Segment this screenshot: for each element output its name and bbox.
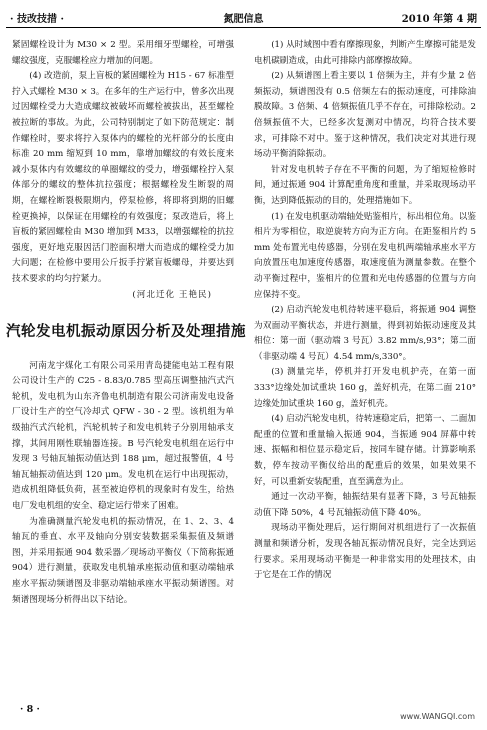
issue-label: 2010 年第 4 期: [401, 14, 477, 25]
page-header: [6, 6, 481, 28]
paragraph: (4) 启动汽轮发电机，待转速稳定后，把第一、二面加配重的位置和重量输入振通 904，当振通 904 屏幕中转速、振幅和相位显示稳定后，按同车键存储。计算影响系数，停车按动平衡仪给出的配重后的效果，如果效果不好，可以重新安装配重，直至满意为止。: [254, 414, 476, 487]
paragraph: (1) 在发电机驱动端轴处贴鉴相片，标出相位角。以鉴相片为零相位，取逆旋转方向为正方向。在距鉴相片约 5 mm 处布置光电传感器，分别在发电机两端轴承座水平方向放置压电加速度传感器，取速度值为测量参数。在整个动平衡过程中，鉴相片的位置和光电传感器的位置与方向应保持不变。: [254, 211, 476, 300]
section-label: · 技改技措 ·: [10, 14, 64, 25]
article-title: 汽轮发电机振动原因分析及处理措施: [6, 324, 246, 341]
paragraph: (3) 测量完毕，停机并打开发电机护壳，在第一面 333°边缘处加试重块 160 g，盖好机壳，在第二面 210°边缘处加试重块 160 g，盖好机壳。: [254, 367, 476, 409]
paragraph: 通过一次动平衡，轴振结果有显著下降，3 号瓦轴振动值下降 50%，4 号瓦轴振动值下降 40%。: [254, 492, 476, 518]
paragraph: (1) 从时域图中看有摩擦现象，判断产生摩擦可能是发电机碳刷造成，由此可排除内部摩擦故障。: [254, 40, 476, 66]
paragraph: 河南龙宇煤化工有限公司采用青岛捷能电站工程有限公司设计生产的 C25 - 8.83/0.785 型高压调整抽汽式汽轮机，发电机为山东齐鲁电机制造有限公司济南发电设备厂设计生产的空气冷却式 QFW - 30 - 2 型。该机组为单级抽汽式汽轮机，汽轮机转子和发电机转子分别用轴承支撑，其间用刚性联轴器连接。B 号汽轮发电机组在运行中发现 3 号轴瓦轴振动值达到 188 μm，超过报警值，4 号轴瓦轴振动值达到 120 μm。发电机在运行中出现振动，造成机组降低负荷，甚至被迫停机的现象时有发生，给热电厂发电机组的安全、稳定运行带来了困难。: [12, 360, 234, 512]
paragraph: (2) 从频谱图上看主要以 1 倍频为主，并有少量 2 倍频振动，频谱图没有 0.5 倍频左右的振动速度，可排除油膜故障。3 倍频、4 倍频振值几乎不存在，可排除松动。2 倍频振值不大，已经多次复测对中情况，均符合技术要求，可排除不对中。鉴于这种情况，我们决定对其进行现场动平衡消除振动。: [254, 71, 476, 160]
paragraph: 针对发电机转子存在不平衡的问题，为了缩短检修时间，通过振通 904 计算配重角度和重量，并采取现场动平衡，达到降低振动的目的，处理措施如下。: [254, 164, 476, 206]
left-column: [6, 38, 246, 608]
paragraph: 现场动平衡处理后，运行期间对机组进行了一次振值测量和频谱分析，发现各轴瓦振动情况良好，完全达到运行要求。采用现场动平衡是一种非常实用的处理技术，由于它是在工作的情况: [254, 523, 476, 581]
header-rule: [6, 27, 481, 28]
author-signature: (河北迁化 王艳民): [132, 289, 212, 300]
paragraph: 为准确测量汽轮发电机的振动情况，在 1、2、3、4 轴瓦的垂直、水平及轴向分别安装数据采集振值及频谱图，并采用振通 904 数采器／现场动平衡仪（下简称振通 904）进行测量，获取发电机轴承座振动值和驱动端轴承座水平振动频谱图及非驱动端轴承座水平振动频谱图。对频谱图现场分析得出以下结论。: [12, 516, 234, 605]
page-number: · 8 ·: [20, 704, 40, 715]
paragraph: (4) 改造前，泵上盲板的紧固螺栓为 H15 - 67 标准型拧入式螺栓 M30 × 3。在多年的生产运行中，曾多次出现过因螺栓受力大造成螺纹被破坏而螺栓被拔出，甚至螺栓被拉断的事故。为此，公司特别制定了如下防范规定：制作螺栓时，要求将拧入泵体内的螺栓的光杆部分的长度由标准 20 mm 缩短到 10 mm，靠增加螺纹的有效长度来减小泵体内有效螺纹的单圈螺纹的受力，增强螺栓拧入泵体部分的螺纹的整体抗拉强度；根据螺栓发生断裂的周期，在螺栓断裂极限期内，停泵检修，将即将到期的旧螺栓更换掉，以保证在用螺栓的有效强度；泵改造后，将上盲板的紧固螺栓由 M30 增加到 M33，以增强螺栓的抗拉强度，更好地克服因活门腔面积增大而造成的螺栓受力加大问题；在检修中要用公斤扳手拧紧盲板螺母，并要达到技术要求的均匀拧紧力。: [12, 71, 234, 284]
right-column: [254, 38, 476, 584]
paragraph: (2) 启动汽轮发电机待转速平稳后，将振通 904 调整为双面动平衡状态，并进行测量，得到初始振动速度及其相位：第一面（驱动端 3 号瓦）3.82 mm/s,93°；第二面（非驱动端 4 号瓦）4.54 mm/s,330°。: [254, 305, 476, 362]
watermark: www.WANGQI.com: [400, 712, 475, 721]
journal-name: 氮肥信息: [223, 14, 264, 25]
paragraph: 紧固螺栓设计为 M30 × 2 型。采用细牙型螺栓，可增强螺纹强度，克服螺栓应力增加的问题。: [12, 40, 234, 66]
